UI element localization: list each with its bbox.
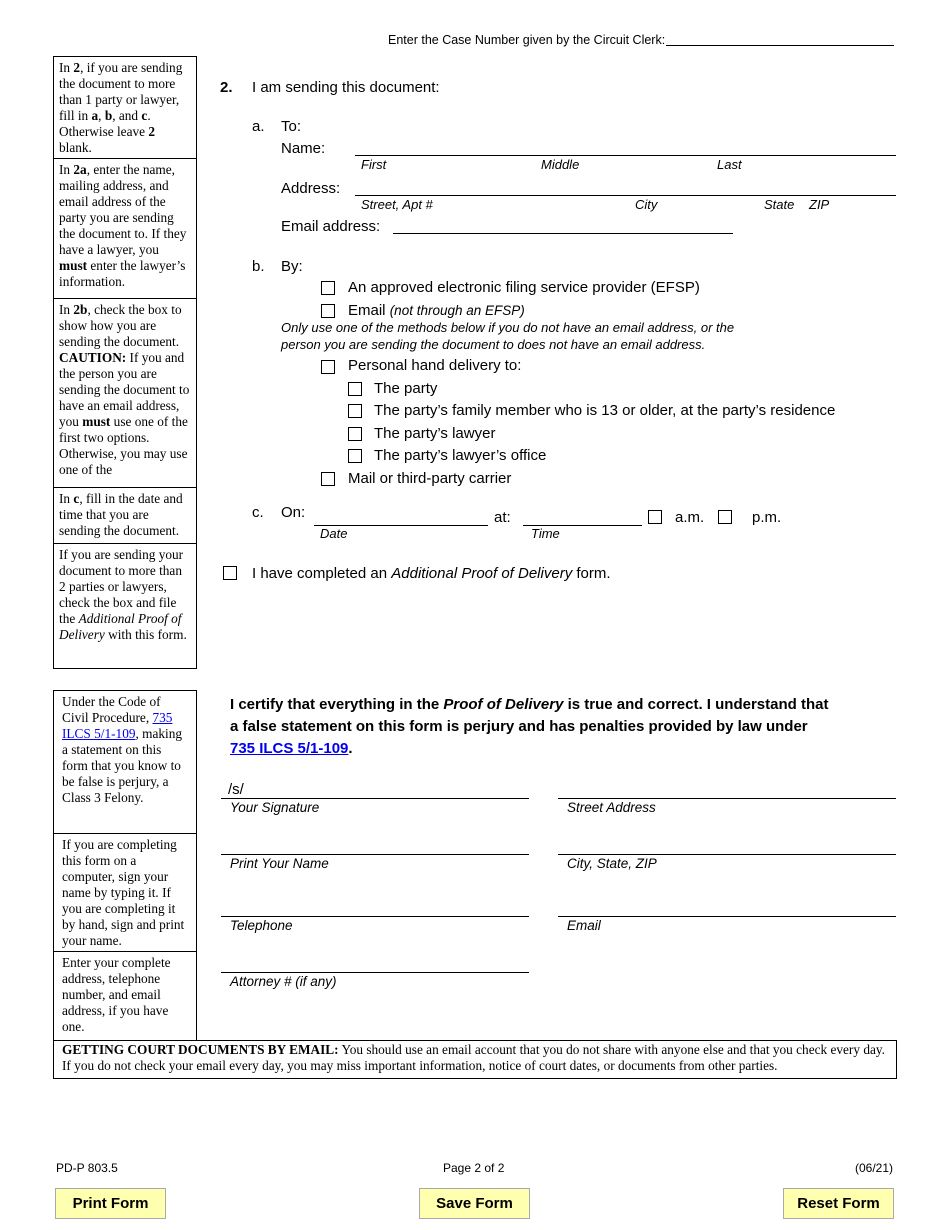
email-caption: Email [567,918,601,933]
city-state-zip-field[interactable] [558,854,896,855]
additional-proof-checkbox[interactable] [223,566,237,580]
lawyer-office-label: The party’s lawyer’s office [374,447,547,464]
save-form-button[interactable]: Save Form [419,1188,530,1219]
address-note: Enter your complete address, telephone number, and email address, if you have one. [54,951,196,1041]
only-use-note-1: Only use one of the methods below if you do not have an email address, or the [281,320,735,335]
perjury-note [54,691,196,833]
signature-value: /s/ [228,781,244,798]
street-address-caption: Street Address [567,800,656,815]
print-name-caption: Print Your Name [230,856,329,871]
pm-label: p.m. [752,509,782,526]
email-field[interactable] [558,916,896,917]
last-caption: Last [717,157,742,172]
to-label: To: [281,118,302,135]
cert-line-1 [230,694,870,716]
section-title: I am sending this document: [252,79,440,96]
state-caption: State [764,197,795,212]
by-label: By: [281,258,303,275]
perjury-note-text: Under the Code of Civil Procedure, [62,694,161,725]
pm-checkbox[interactable] [718,510,732,524]
ilcs-link-sidebar[interactable]: 735 ILCS 5/1-109 [62,710,173,741]
efsp-label: An approved electronic filing service provider (EFSP) [348,279,700,296]
attorney-number-caption: Attorney # (if any) [230,974,337,989]
personal-delivery-checkbox[interactable] [321,360,335,374]
instruction-additional: If you are sending your document to more than 2 parties or lawyers, check the box and file the Additional Proof of Delivery with this form. [54,543,196,668]
instruction-2: In 2, if you are sending the document to more than 1 party or lawyer, fill in a, b, and c. Otherwise leave 2 blank. [59,60,183,155]
instruction-2b: In 2b, check the box to show how you are sending the document. CAUTION: If you and the person you are sending the document to have an email address, you must use one of the first two options. Otherwise, you may use one of the [54,298,196,487]
email-address-field[interactable] [393,233,733,234]
party-lawyer-label: The party’s lawyer [374,425,496,442]
only-use-note-2: person you are sending the document to does not have an email address. [281,337,706,352]
email-notice [53,1040,897,1079]
lawyer-office-checkbox[interactable] [348,449,362,463]
your-signature-caption: Your Signature [230,800,320,815]
am-label: a.m. [675,509,705,526]
mail-checkbox[interactable] [321,472,335,486]
first-caption: First [361,157,387,172]
cert-period: . [348,740,353,757]
cert-line-1-pre: I certify that everything in the [230,696,440,713]
telephone-field[interactable] [221,916,529,917]
email-option-text: Email [348,302,386,319]
email-notice-text: You should use an email account that you do not share with anyone else and that you check every day. If you do not check your email every day, you may miss important information, notice of court dates, or documents from other parties. [62,1042,885,1073]
street-caption: Street, Apt # [361,197,433,212]
telephone-caption: Telephone [230,918,293,933]
case-number-field[interactable] [666,45,894,46]
part-b-label: b. [252,258,265,275]
cert-line-1-post: is true and correct. I understand that [567,696,829,713]
zip-caption: ZIP [809,197,830,212]
perjury-note-text-2: , making a statement on this form that you know to be false is perjury, a Class 3 Felony. [62,726,183,805]
instructions-sidebar [53,56,197,669]
family-member-label: The party’s family member who is 13 or older, at the party’s residence [374,402,836,419]
certification-statement [230,694,870,760]
ilcs-link[interactable]: 735 ILCS 5/1-109 [230,740,349,757]
form-date: (06/21) [855,1161,894,1175]
additional-proof-label [252,565,611,582]
email-option-note: (not through an EFSP) [389,303,525,318]
the-party-label: The party [374,380,438,397]
city-caption: City [635,197,658,212]
print-name-field[interactable] [221,854,529,855]
at-label: at: [494,509,511,526]
efsp-checkbox[interactable] [321,281,335,295]
reset-form-button[interactable]: Reset Form [783,1188,894,1219]
email-address-label: Email address: [281,218,381,235]
email-checkbox[interactable] [321,304,335,318]
am-checkbox[interactable] [648,510,662,524]
cert-line-3 [230,738,870,760]
name-field[interactable] [355,155,896,156]
case-number-label: Enter the Case Number given by the Circuit Clerk: [388,33,666,47]
address-field[interactable] [355,195,896,196]
name-label: Name: [281,140,326,157]
middle-caption: Middle [541,157,580,172]
city-state-zip-caption: City, State, ZIP [567,856,657,871]
page-number: Page 2 of 2 [443,1161,505,1175]
personal-delivery-label: Personal hand delivery to: [348,357,522,374]
print-form-button[interactable]: Print Form [55,1188,166,1219]
address-label: Address: [281,180,341,197]
additional-proof-post: form. [576,565,611,582]
part-c-label: c. [252,504,264,521]
the-party-checkbox[interactable] [348,382,362,396]
cert-line-1-italic: Proof of Delivery [443,696,564,713]
additional-proof-title: Additional Proof of Delivery [391,565,573,582]
time-caption: Time [531,526,560,541]
email-notice-heading: GETTING COURT DOCUMENTS BY EMAIL: [62,1042,339,1057]
additional-proof-pre: I have completed an [252,565,388,582]
party-lawyer-checkbox[interactable] [348,427,362,441]
date-caption: Date [320,526,348,541]
email-option-label [348,302,525,319]
mail-label: Mail or third-party carrier [348,470,512,487]
on-label: On: [281,504,306,521]
cert-line-2: a false statement on this form is perjury and has penalties provided by law under [230,718,808,735]
section-number: 2. [220,79,233,96]
signature-note: If you are completing this form on a computer, sign your name by typing it. If you are completing it by hand, sign and print your name. [54,833,196,951]
form-id: PD-P 803.5 [56,1161,118,1175]
attorney-number-field[interactable] [221,972,529,973]
street-address-field[interactable] [558,798,896,799]
certification-sidebar [53,690,197,1041]
instruction-2c: In c, fill in the date and time that you are sending the document. [54,487,196,543]
signature-field[interactable] [221,798,529,799]
instruction-2a: In 2a, enter the name, mailing address, and email address of the party you are sending the document to. If they have a lawyer, you must enter the lawyer’s information. [54,158,196,298]
part-a-label: a. [252,118,265,135]
family-member-checkbox[interactable] [348,404,362,418]
